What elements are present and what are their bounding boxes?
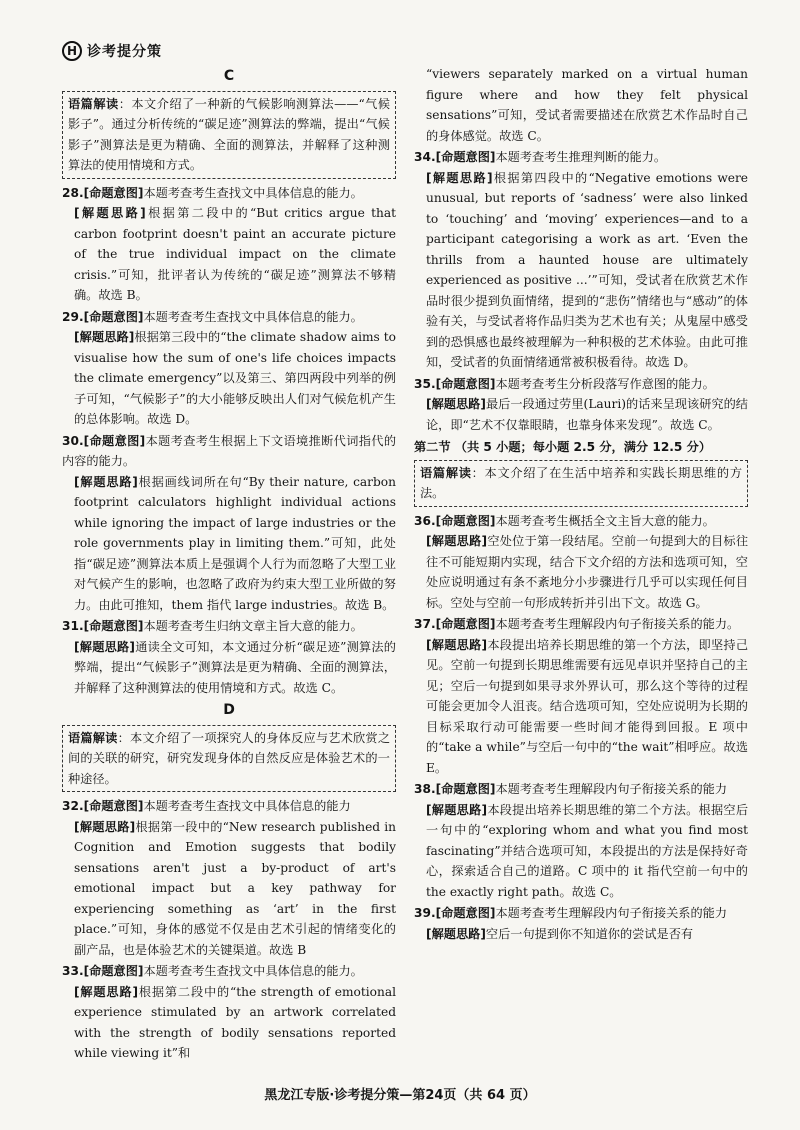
- question-37: 37.[命题意图]本题考查考生理解段内句子衔接关系的能力。 [解题思路]本段提出培养长期思维的第一个方法，即坚持己见。空前一句提到长期思维需要有远见卓识并坚持自己的主见；空后一句提到如果寻求外界认可，那么这个等待的过程可能会更加令人沮丧。结合选项可知，空处应说明为长期的目标采取行动可能需要一些时间才能得到回报。E 项中的“take a while”与空后一句中的“the wait”相呼应。故选 E。: [414, 617, 749, 775]
- question-28: 28.[命题意图]本题考查考生查找文中具体信息的能力。 [解题思路]根据第二段中的“But critics argue that carbon footprint doesn't paint an accurate picture of the true individual impact on the climate crisis.”可知，批评者认为传统的“碳足迹”测算法不够精确。故选 B。: [62, 185, 396, 302]
- left-column: [62, 64, 396, 1064]
- section-c-heading: C: [223, 68, 235, 84]
- question-33: 33.[命题意图]本题考查考生查找文中具体信息的能力。 [解题思路]根据第二段中的“the strength of emotional experience stimulated by an artwork correlated with the strength of bodily sensations reported while viewing it”和: [62, 964, 396, 1060]
- passage-summary-c: 语篇解读：本文介绍了一种新的气候影响测算法——“气候影子”。通过分析传统的“碳足迹”测算法的弊端，提出“气候影子”测算法是更为精确、全面的测算法，并解释了这种测算法的使用情境和方式。: [62, 91, 396, 179]
- question-31: 31.[命题意图]本题考查考生归纳文章主旨大意的能力。 [解题思路]通读全文可知，本文通过分析“碳足迹”测算法的弊端，提出“气候影子”测算法是更为精确、全面的测算法，并解释了这种测算法的使用情境和方式。故选 C。: [62, 619, 396, 695]
- page-header: [62, 38, 162, 64]
- header-title: 诊考提分策: [87, 44, 162, 60]
- question-32: 32.[命题意图]本题考查考生查找文中具体信息的能力 [解题思路]根据第一段中的“New research published in Cognition and Emotion suggests that bodily sensations aren't just a by-product of art's emotional impact but a key pathway for experiencing something as ‘art’ in the first place.”可知，身体的感觉不仅是由艺术引起的情绪变化的副产品，也是体验艺术的关键渠道。故选 B: [62, 799, 396, 957]
- question-35: 35.[命题意图]本题考查考生分析段落写作意图的能力。 [解题思路]最后一段通过劳里(Lauri)的话来呈现该研究的结论，即“艺术不仅靠眼睛，也靠身体来发现”。故选 C。: [414, 376, 748, 432]
- section-d-heading: D: [223, 702, 235, 718]
- passage-summary-d: 语篇解读：本文介绍了一项探究人的身体反应与艺术欣赏之间的关联的研究，研究发现身体的自然反应是体验艺术的一种途径。: [62, 725, 396, 793]
- question-30: 30.[命题意图]本题考查考生根据上下文语境推断代词指代的内容的能力。 [解题思路]根据画线词所在句“By their nature, carbon footprint calculators highlight individual actions while ignoring the impact of large industries or the role governments play in limiting them.”可知，此处指“碳足迹”测算法本质上是强调个人行为而忽略了大型工业对气候产生的影响，也忽略了政府为约束大型工业所做的努力。由此可推知，them 指代 large industries。故选 B。: [62, 433, 397, 612]
- question-34: 34.[命题意图]本题考查考生推理判断的能力。 [解题思路]根据第四段中的“Negative emotions were unusual, but reports of ‘sadness’ were also linked to ‘touching’ and ‘moving’ experiences—and to a participant categorising a work as art. ‘Even the thrills from a haunted house are ultimately experienced as positive ...’”可知，受试者在欣赏艺术作品时很少提到负面情绪，提到的“悲伤”情绪也与“感动”的体验有关，与受试者将作品归类为艺术也有关；从鬼屋中感受到的恐惧感也最终被理解为一种积极的艺术体验。由此可推知，受试者的负面情绪通常被积极看待。故选 D。: [414, 150, 749, 369]
- part-two-heading: 第二节 （共 5 小题；每小题 2.5 分，满分 12.5 分）: [414, 440, 712, 454]
- brand-logo: H: [62, 41, 82, 61]
- passage-summary-part2: 语篇解读：本文介绍了在生活中培养和实践长期思维的方法。: [414, 460, 748, 507]
- page-footer: 黑龙江专版·诊考提分策—第24页（共 64 页）: [264, 1088, 536, 1103]
- question-36: 36.[命题意图]本题考查考生概括全文主旨大意的能力。 [解题思路]空处位于第一段结尾。空前一句提到大的目标往往不可能短期内实现，结合下文介绍的方法和选项可知，空处应说明通过有条不紊地分小步骤进行几乎可以实现任何目标。空处与空前一句形成转折并引出下文。故选 G。: [414, 513, 749, 610]
- question-39: 39.[命题意图]本题考查考生理解段内句子衔接关系的能力 [解题思路]空后一句提到你不知道你的尝试是否有: [414, 906, 728, 941]
- question-33-continued: “viewers separately marked on a virtual human figure where and how they felt physical sensations”可知，受试者需要描述在欣赏艺术作品时自己的身体感觉。故选 C。: [426, 67, 748, 143]
- right-column: [414, 64, 748, 944]
- question-29: 29.[命题意图]本题考查考生查找文中具体信息的能力。 [解题思路]根据第三段中的“the climate shadow aims to visualise how the sum of one's life choices impacts the climate emergency”以及第三、第四两段中列举的例子可知，“气候影子”的大小能够反映出人们对气候危机产生的总体影响。故选 D。: [62, 309, 396, 426]
- question-38: 38.[命题意图]本题考查考生理解段内句子衔接关系的能力 [解题思路]本段提出培养长期思维的第二个方法。根据空后一句中的“exploring whom and what you find most fascinating”并结合选项可知，本段提出的方法是保持好奇心，探索适合自己的道路。C 项中的 it 指代空前一句中的 the exactly right path。故选 C。: [414, 782, 749, 899]
